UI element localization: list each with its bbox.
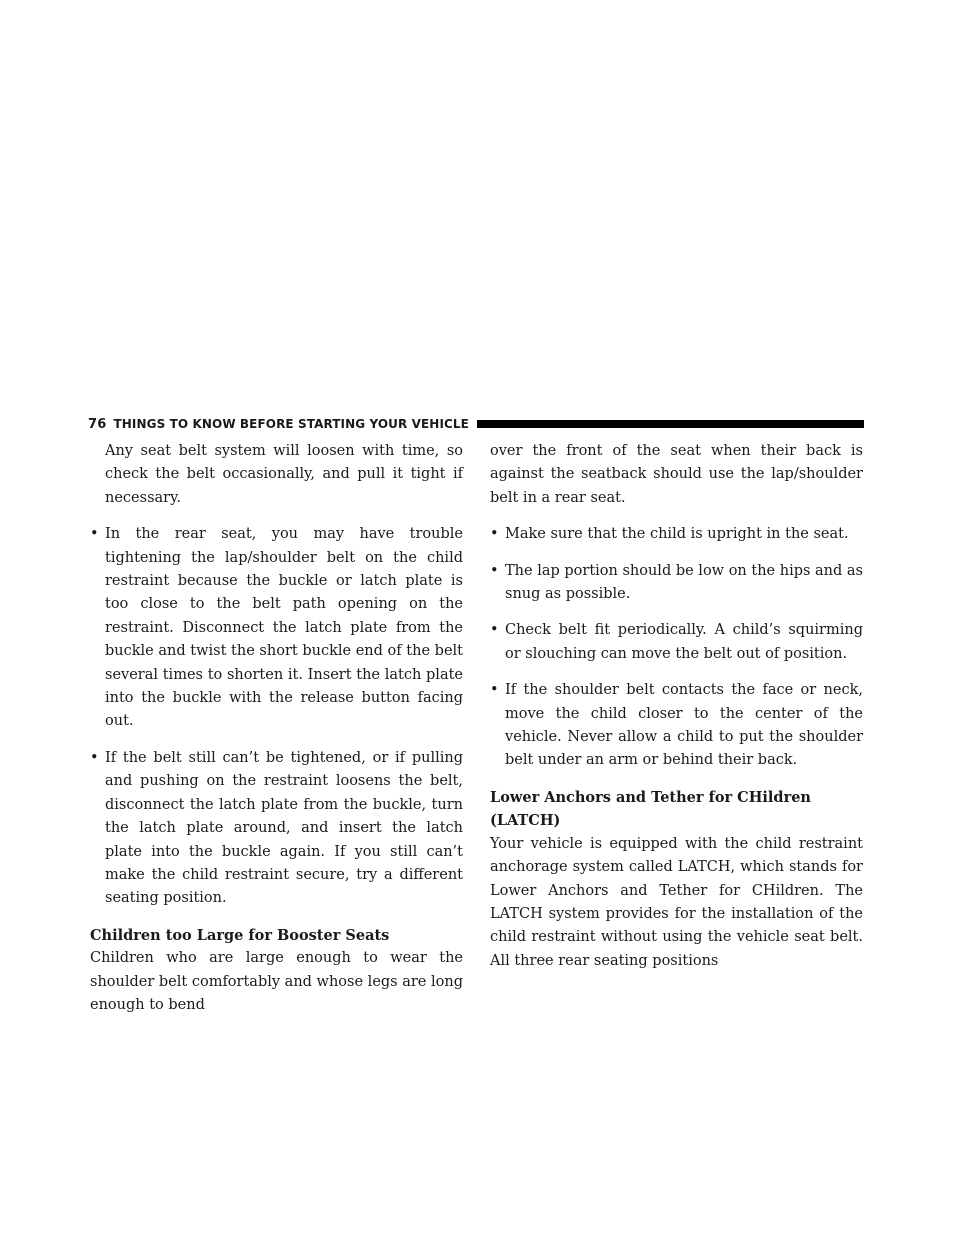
bullet-item (490, 679, 863, 773)
header-rule (477, 420, 864, 428)
page-header (88, 414, 864, 434)
body-paragraph-continued: over the front of the seat when their back is against the seatback should use the lap/shoulder belt in a rear seat. (490, 443, 863, 506)
section-heading: Children too Large for Booster Seats (90, 926, 390, 944)
bullet-item (490, 619, 863, 666)
bullet-text: Check belt fit periodically. A child’s squirming or slouching can move the belt out of position. (505, 622, 863, 662)
bullet-icon: • (490, 526, 499, 543)
right-column (490, 440, 863, 973)
page-number: 76 (88, 416, 107, 432)
bullet-icon: • (490, 562, 499, 579)
section-title: THINGS TO KNOW BEFORE STARTING YOUR VEHICLE (113, 417, 469, 431)
bullet-text: In the rear seat, you may have trouble tightening the lap/shoulder belt on the child restraint because the buckle or latch plate is too close to the belt path opening on the restraint. Disconnect the latch plate from the buckle and twist the short buckle end of the belt several times to shorten it. Insert the latch plate into the buckle with the release button facing out. (105, 526, 463, 730)
bullet-text: Make sure that the child is upright in the seat. (505, 526, 849, 543)
section-heading: Lower Anchors and Tether for CHildren (LATCH) (490, 788, 811, 830)
bullet-item (90, 747, 463, 911)
left-column (90, 440, 463, 1017)
bullet-icon: • (490, 682, 499, 699)
bullet-item (90, 523, 463, 734)
bullet-text: If the shoulder belt contacts the face or neck, move the child closer to the center of the vehicle. Never allow a child to put the shoulder belt under an arm or behind their back. (505, 682, 863, 769)
body-paragraph: Your vehicle is equipped with the child restraint anchorage system called LATCH, which stands for Lower Anchors and Tether for CHildren. The LATCH system provides for the installation of the child restraint without using the vehicle seat belt. All three rear seating positions (490, 835, 863, 969)
bullet-icon: • (90, 749, 99, 766)
bullet-item (490, 523, 863, 546)
body-paragraph: Children who are large enough to wear the shoulder belt comfortably and whose legs are long enough to bend (90, 950, 463, 1013)
intro-paragraph: Any seat belt system will loosen with time, so check the belt occasionally, and pull it tight if necessary. (105, 443, 463, 506)
bullet-icon: • (90, 526, 99, 543)
bullet-text: The lap portion should be low on the hips and as snug as possible. (505, 562, 863, 603)
bullet-item (490, 560, 863, 607)
bullet-text: If the belt still can’t be tightened, or if pulling and pushing on the restraint loosens the belt, disconnect the latch plate from the buckle, turn the latch plate around, and insert the latch plate into the buckle again. If you still can’t make the child restraint secure, try a different seating position. (105, 749, 463, 907)
bullet-icon: • (490, 622, 499, 639)
